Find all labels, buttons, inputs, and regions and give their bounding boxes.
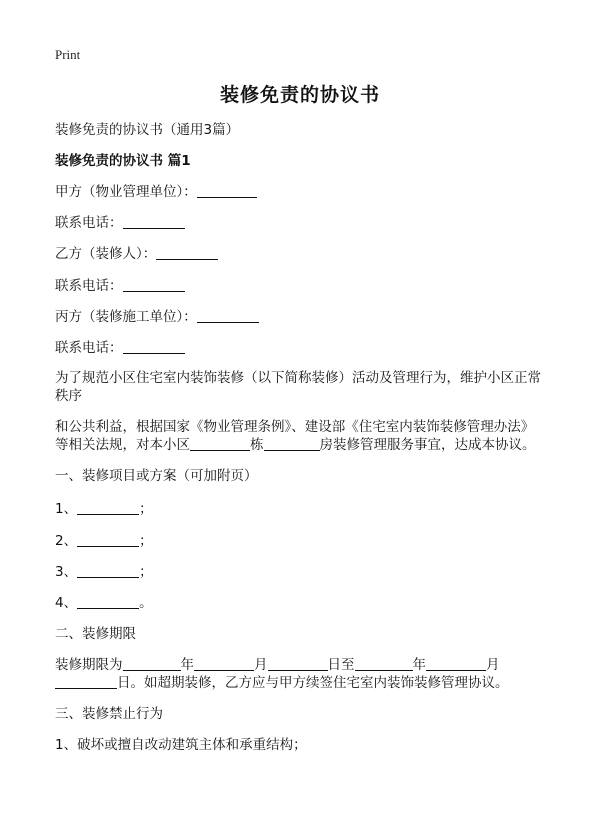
end-year-blank [355,656,413,671]
paragraph-2-text-a: 等相关法规，对本小区 [55,437,190,453]
item-2 [55,532,153,550]
item-1-number: 1、 [55,501,78,517]
period-line-2 [55,674,509,692]
start-day-blank [268,656,328,671]
paragraph-2-text-c: 房装修管理服务事宜，达成本协议。 [319,437,536,453]
heading-1: 一、装修项目或方案（可加附页） [55,468,258,484]
period-label: 装修期限为 [55,657,123,673]
period-day-2: 日。如超期装修，乙方应与甲方续签住宅室内装饰装修管理协议。 [117,675,509,691]
document-title: 装修免责的协议书 [219,84,380,106]
item-3-end: ； [139,564,153,580]
period-year-2: 年 [412,657,426,673]
party-a-blank [197,183,257,198]
item-2-end: ； [139,533,153,549]
period-month-2: 月 [486,657,500,673]
contact-blank-3 [123,339,185,354]
contact-label-1: 联系电话： [55,215,123,231]
building-blank [190,436,250,451]
item-4-blank [77,594,139,609]
item-4-number: 4、 [55,595,78,611]
item-4-end: 。 [139,595,153,611]
period-month-1: 月 [254,657,268,673]
party-b-line [55,245,218,263]
section-heading: 装修免责的协议书 篇1 [55,153,191,169]
party-c-label: 丙方（装修施工单位）： [55,309,197,325]
room-blank [264,436,320,451]
item-3-number: 3、 [55,564,78,580]
party-b-blank [156,245,218,260]
paragraph-2-text-b: 栋 [250,437,264,453]
item-1-end: ； [139,501,153,517]
contact-line-3 [55,339,185,357]
start-year-blank [123,656,181,671]
item-3 [55,563,153,581]
end-month-blank [426,656,486,671]
end-day-blank [55,674,117,689]
party-b-label: 乙方（装修人）： [55,246,157,262]
contact-blank-2 [123,277,185,292]
item-1-blank [77,500,139,515]
rule-1: 1、破坏或擅自改动建筑主体和承重结构； [55,737,307,753]
paragraph-2-line-2 [55,436,536,454]
party-a-label: 甲方（物业管理单位）： [55,184,197,200]
period-line-1 [55,656,500,674]
item-2-number: 2、 [55,533,78,549]
period-year-1: 年 [180,657,194,673]
item-3-blank [77,563,139,578]
item-1 [55,500,153,518]
contact-label-2: 联系电话： [55,278,123,294]
contact-blank-1 [123,214,185,229]
item-4 [55,594,153,612]
heading-2: 二、装修期限 [55,626,136,642]
item-2-blank [77,532,139,547]
party-c-blank [197,308,259,323]
start-month-blank [194,656,254,671]
period-day-1: 日至 [327,657,355,673]
paragraph-1-line-2: 秩序 [55,388,82,404]
print-link[interactable]: Print [55,47,81,62]
party-a-line [55,183,257,201]
contact-line-2 [55,277,185,295]
document-subtitle: 装修免责的协议书（通用3篇） [55,122,240,138]
paragraph-1-line-1: 为了规范小区住宅室内装饰装修（以下简称装修）活动及管理行为，维护小区正常 [55,370,541,386]
contact-line-1 [55,214,185,232]
heading-3: 三、装修禁止行为 [55,706,163,722]
paragraph-2-line-1: 和公共利益，根据国家《物业管理条例》、建设部《住宅室内装饰装修管理办法》 [55,419,535,435]
party-c-line [55,308,259,326]
contact-label-3: 联系电话： [55,340,123,356]
